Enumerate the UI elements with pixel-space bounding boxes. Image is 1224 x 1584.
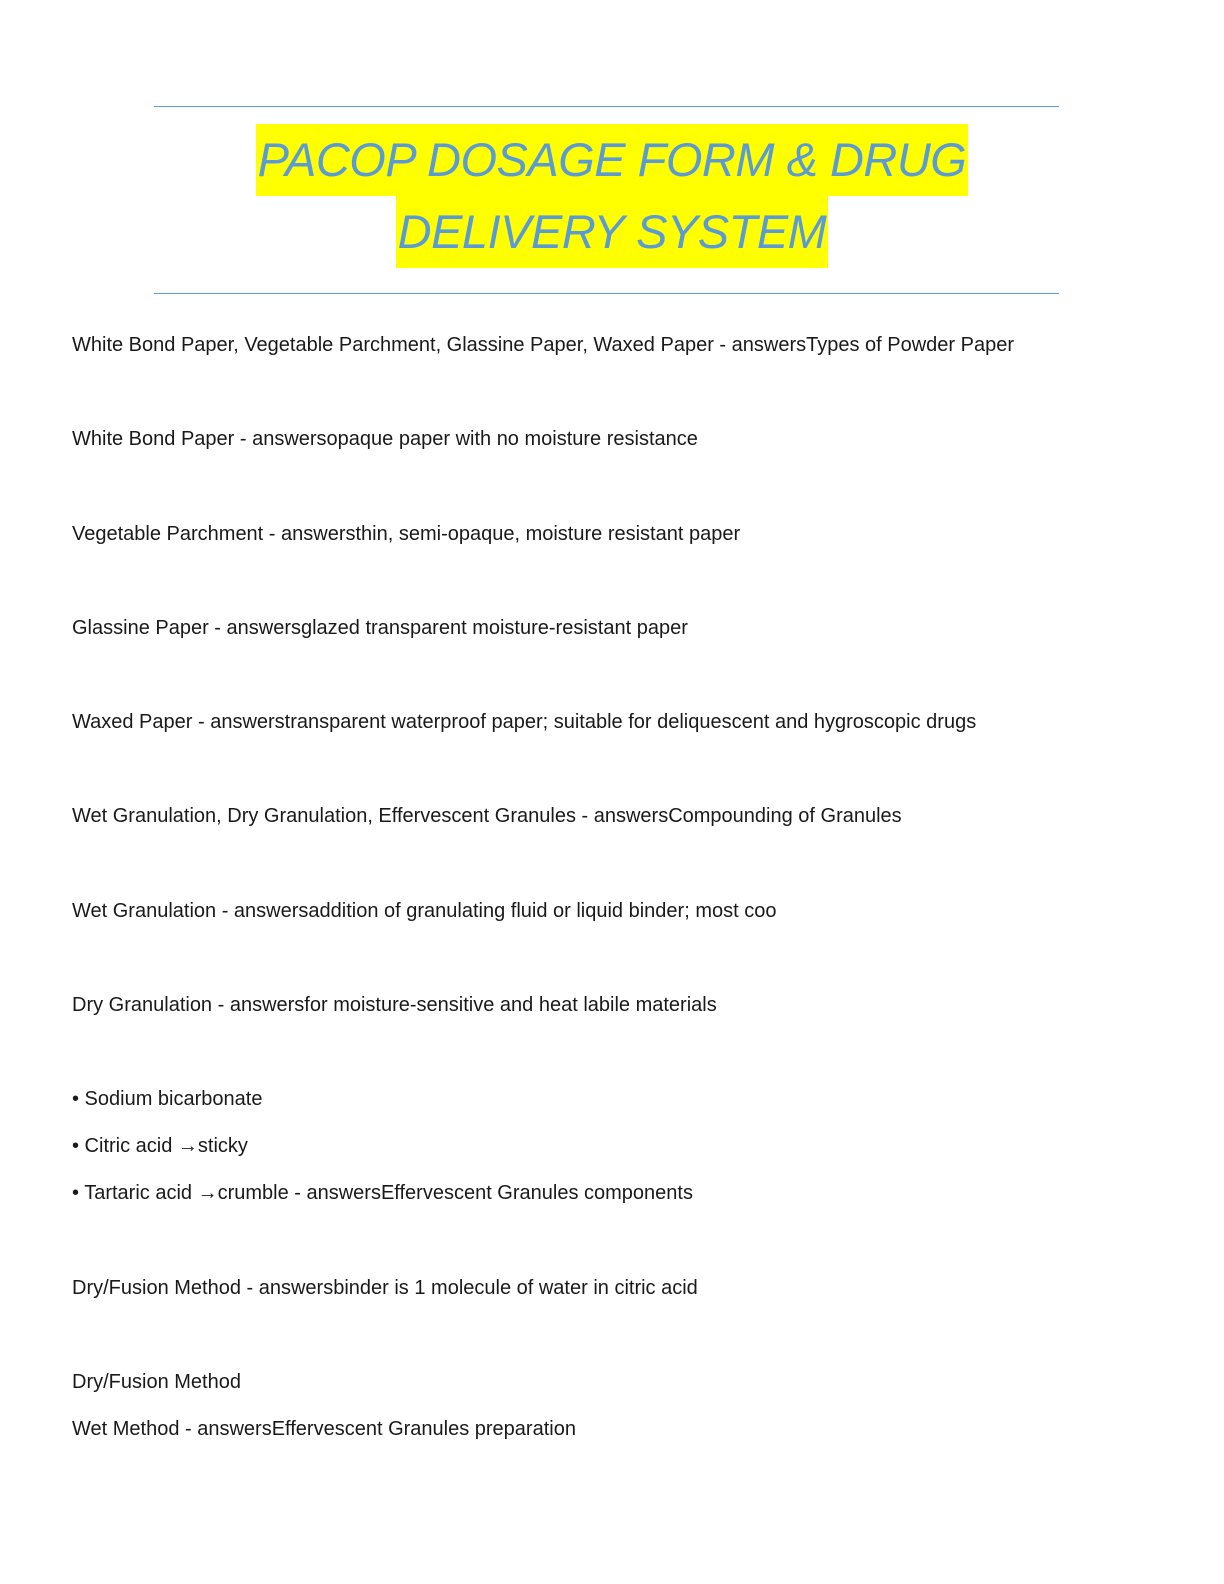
entry-wet-granulation: Wet Granulation - answersaddition of granulating fluid or liquid binder; most coo bbox=[72, 900, 777, 922]
entry-wet-method: Wet Method - answersEffervescent Granules preparation bbox=[72, 1418, 576, 1440]
title-line-2: DELIVERY SYSTEM bbox=[396, 196, 829, 268]
list-item-citric-acid: • Citric acid →sticky bbox=[72, 1135, 248, 1157]
entry-dry-fusion-method-label: Dry/Fusion Method bbox=[72, 1371, 241, 1393]
entry-glassine-paper: Glassine Paper - answersglazed transparent moisture-resistant paper bbox=[72, 617, 688, 639]
list-item-tartaric-acid: • Tartaric acid →crumble - answersEffervescent Granules components bbox=[72, 1182, 693, 1204]
entry-waxed-paper: Waxed Paper - answerstransparent waterproof paper; suitable for deliquescent and hygroscopic drugs bbox=[72, 711, 977, 733]
entry-white-bond-paper: White Bond Paper - answersopaque paper with no moisture resistance bbox=[72, 428, 698, 450]
entry-vegetable-parchment: Vegetable Parchment - answersthin, semi-opaque, moisture resistant paper bbox=[72, 523, 741, 545]
top-divider bbox=[154, 106, 1059, 107]
list-item-sodium-bicarbonate: • Sodium bicarbonate bbox=[72, 1088, 263, 1110]
entry-powder-paper-types: White Bond Paper, Vegetable Parchment, Glassine Paper, Waxed Paper - answersTypes of Powder Paper bbox=[72, 334, 1014, 356]
entry-dry-fusion-method: Dry/Fusion Method - answersbinder is 1 molecule of water in citric acid bbox=[72, 1277, 698, 1299]
entry-compounding-granules: Wet Granulation, Dry Granulation, Effervescent Granules - answersCompounding of Granules bbox=[72, 805, 902, 827]
page-title bbox=[0, 124, 1224, 268]
bottom-divider bbox=[154, 293, 1059, 294]
title-line-1: PACOP DOSAGE FORM & DRUG bbox=[256, 124, 969, 196]
entry-dry-granulation: Dry Granulation - answersfor moisture-sensitive and heat labile materials bbox=[72, 994, 717, 1016]
